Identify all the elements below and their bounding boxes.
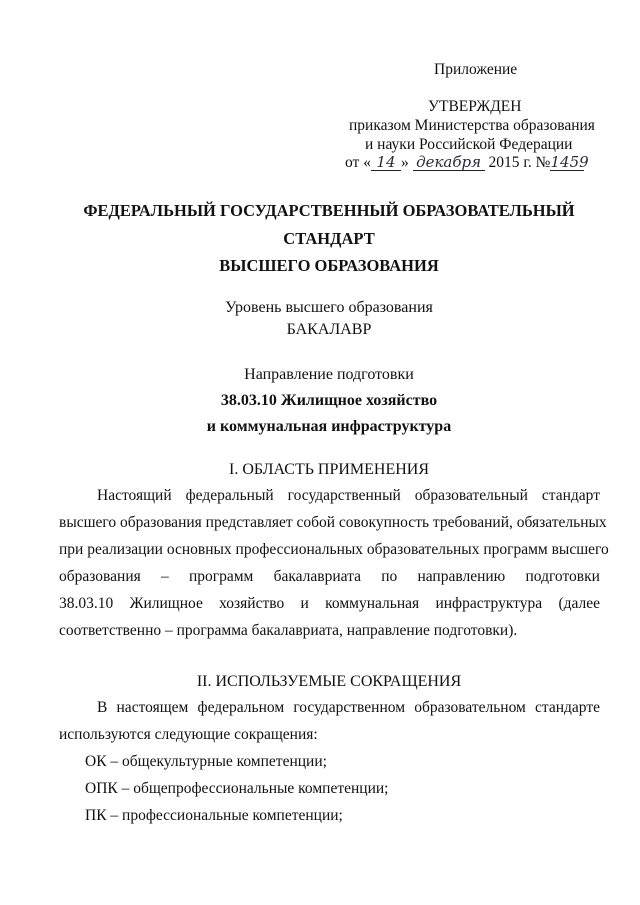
word: образовательный: [414, 487, 528, 504]
word: образования: [59, 568, 141, 585]
word: направлению: [417, 568, 506, 585]
order-line-1: приказом Министерства образования: [349, 117, 595, 134]
title-line-1: ФЕДЕРАЛЬНЫЙ ГОСУДАРСТВЕННЫЙ ОБРАЗОВАТЕЛЬНЫЙ: [83, 201, 575, 220]
section-2-heading: II. ИСПОЛЬЗУЕМЫЕ СОКРАЩЕНИЯ: [196, 673, 462, 690]
order-number-handwritten: 1459: [550, 153, 589, 171]
date-day-handwritten: 14: [371, 154, 401, 171]
direction-line-2: и коммунальная инфраструктура: [206, 418, 452, 435]
word: коммунальная: [325, 595, 420, 612]
section-2-line-1: [97, 699, 600, 717]
direction-line-1: 38.03.10 Жилищное хозяйство: [220, 392, 438, 409]
section-2-line-2: используются следующие сокращения:: [59, 726, 318, 743]
word: В: [97, 699, 108, 716]
section-1-line-3: при реализации основных профессиональных образовательных программ высшего: [59, 541, 609, 558]
section-1-heading: I. ОБЛАСТЬ ПРИМЕНЕНИЯ: [228, 461, 430, 478]
word: и: [300, 595, 309, 612]
word: государственный: [287, 487, 401, 504]
appendix-label: Приложение: [434, 61, 518, 78]
word: настоящем: [116, 699, 189, 716]
word: подготовки: [525, 568, 600, 585]
section-1-line-6: соответственно – программа бакалавриата, направление подготовки).: [59, 622, 518, 639]
list-item-pk: ПК – профессиональные компетенции;: [85, 807, 343, 824]
word: государственном: [293, 699, 406, 716]
word: Жилищное: [129, 595, 203, 612]
order-date-line: [345, 153, 589, 173]
date-prefix: от «: [345, 154, 371, 171]
education-level-value: БАКАЛАВР: [286, 321, 372, 338]
section-1-line-1: [97, 487, 600, 505]
word: Настоящий: [97, 487, 172, 504]
section-1-line-5: [59, 595, 600, 613]
word: по: [381, 568, 398, 585]
date-month-handwritten: декабря: [413, 154, 485, 171]
list-item-opk: ОПК – общепрофессиональные компетенции;: [85, 780, 389, 797]
direction-label: Направление подготовки: [244, 366, 414, 383]
word: стандарт: [541, 487, 600, 504]
word: образовательном: [414, 699, 526, 716]
list-item-ok: ОК – общекультурные компетенции;: [85, 753, 327, 770]
word: –: [160, 568, 169, 585]
word: хозяйство: [219, 595, 285, 612]
word: инфраструктура: [435, 595, 543, 612]
word: 38.03.10: [59, 595, 114, 612]
section-1-line-2: высшего образования представляет собой совокупность требований, обязательных: [59, 514, 607, 531]
word: программ: [188, 568, 254, 585]
word: стандарте: [535, 699, 600, 716]
word: федеральный: [185, 487, 274, 504]
section-1-line-4: [59, 568, 600, 586]
approved-label: УТВЕРЖДЕН: [428, 98, 522, 115]
date-mid: »: [400, 154, 409, 171]
word: федеральном: [197, 699, 285, 716]
education-level-label: Уровень высшего образования: [225, 299, 433, 316]
word: бакалавриата: [273, 568, 361, 585]
title-line-2: СТАНДАРТ: [283, 229, 375, 248]
word: (далее: [558, 595, 600, 612]
order-line-2: и науки Российской Федерации: [365, 136, 573, 153]
date-year: 2015 г. №: [488, 154, 551, 171]
title-line-3: ВЫСШЕГО ОБРАЗОВАНИЯ: [219, 256, 439, 275]
